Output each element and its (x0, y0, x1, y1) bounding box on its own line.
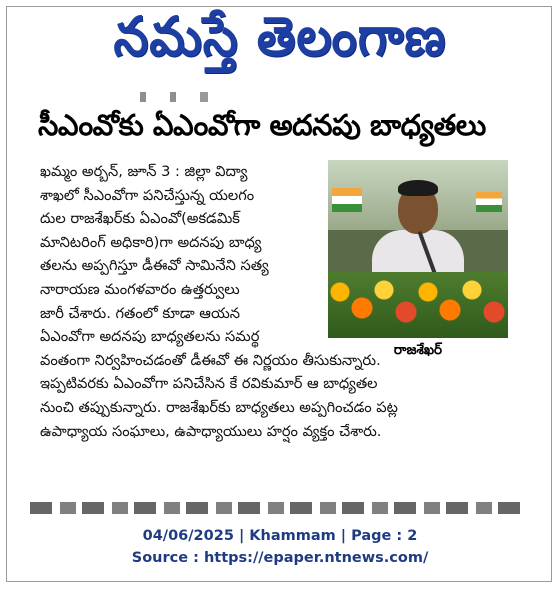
photo-caption: రాజశేఖర్ (393, 342, 443, 358)
article-line: వంతంగా నిర్వహించడంతో డీఈవో ఈ నిర్ణయం తీసుకున్నారు. (40, 351, 381, 369)
article-line: ఖమ్మం అర్బన్, జూన్ 3 : జిల్లా విద్యా (40, 163, 248, 180)
flag-decoration (476, 192, 502, 212)
article-line: మానిటరింగ్ అధికారి)గా అదనపు బాధ్య (40, 233, 262, 251)
news-clipping (30, 92, 524, 514)
clipping-cut-bottom-edge (30, 502, 524, 514)
article-line: శాఖలో సీఎంవోగా పనిచేస్తున్న యలగం (40, 186, 255, 204)
article-line: తలను అప్పగిస్తూ డీఈవో సామినేని సత్య (40, 257, 269, 275)
masthead-title: నమస్తే తెలంగాణ (113, 4, 447, 68)
source-link[interactable]: Source : https://epaper.ntnews.com/ (131, 550, 429, 566)
article-line: ఉపాధ్యాయ సంఘాలు, ఉపాధ్యాయులు హర్షం వ్యక్తం చేశారు. (40, 422, 382, 440)
newspaper-masthead (8, 4, 552, 78)
article-line: ఇప్పటివరకు ఏఎంవోగా పనిచేసిన కే రవికుమార్ ఆ బాధ్యతల (40, 375, 378, 393)
article-line: నారాయణ మంగళవారం ఉత్తర్వులు (40, 280, 240, 298)
article-photo (328, 160, 508, 338)
flag-decoration (332, 188, 362, 212)
article-line: దుల రాజశేఖర్‌కు ఏఎంవో(అకడమిక్ (40, 210, 240, 228)
flower-decoration (328, 272, 508, 338)
clipping-cut-top-edge (30, 92, 524, 102)
article-line: నుంచి తప్పుకున్నారు. రాజశేఖర్‌కు బాధ్యతలు అప్పగించడం పట్ల (40, 398, 398, 416)
article-line: జారీ చేశారు. గతంలో కూడా ఆయన (40, 304, 240, 322)
article-headline: సీఎంవోకు ఏఎంవోగా అదనపు బాధ్యతలు (38, 108, 486, 142)
article-line: ఏఎంవోగా అదనపు బాధ్యతలను సమర్థ (40, 328, 260, 346)
edition-info: 04/06/2025 | Khammam | Page : 2 (142, 528, 418, 544)
